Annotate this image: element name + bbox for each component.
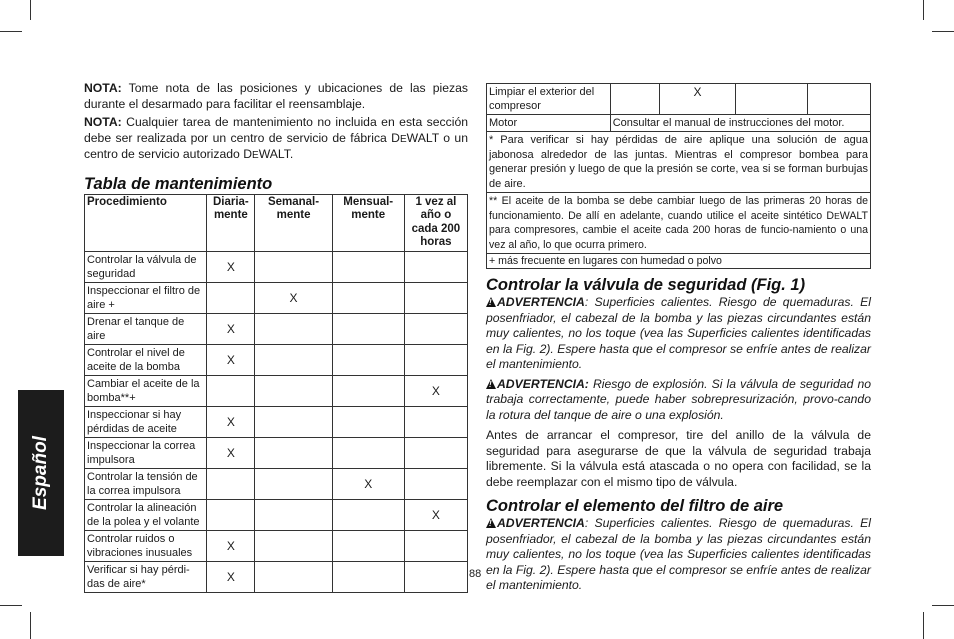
page-number: 88 <box>469 568 482 580</box>
table-cell-empty <box>332 530 404 561</box>
table-cell-empty <box>332 499 404 530</box>
table-header-row <box>85 194 468 251</box>
warning-label: ADVERTENCIA <box>497 516 585 530</box>
table-cell-empty <box>255 251 332 282</box>
table-cell-mark: X <box>207 406 255 437</box>
table-cell-empty <box>404 437 467 468</box>
table-cell-empty <box>255 530 332 561</box>
footnote-humidity: + más frecuente en lugares con humedad o polvo <box>487 254 871 269</box>
warning-hot-surfaces <box>486 295 871 373</box>
note-text: Tome nota de las posiciones y ubicaciones de las piezas durante el desarmado para facilitar el reensamblaje. <box>84 81 468 111</box>
table-cell-procedure: Inspeccionar si hay pérdidas de aceite <box>85 406 207 437</box>
warning-label: ADVERTENCIA: <box>497 376 589 391</box>
warning-icon <box>486 297 496 307</box>
table-cell-procedure: Limpiar el exterior del compresor <box>487 84 611 115</box>
table-row <box>85 282 468 313</box>
table-cell-empty <box>207 468 255 499</box>
table-cell-empty <box>255 468 332 499</box>
note-label: NOTA: <box>84 115 122 129</box>
table-row <box>85 375 468 406</box>
table-cell-mark: X <box>207 437 255 468</box>
crop-mark <box>0 31 22 32</box>
table-cell-mark: X <box>207 313 255 344</box>
table-cell-procedure: Inspeccionar el filtro de aire + <box>85 282 207 313</box>
table-cell-procedure: Controlar ruidos o vibraciones inusuales <box>85 530 207 561</box>
table-cell-mark: X <box>332 468 404 499</box>
warning-icon <box>486 518 496 528</box>
warning-explosion <box>486 377 871 424</box>
table-row <box>85 344 468 375</box>
table-header-cell: Procedimiento <box>85 194 207 251</box>
table-cell-empty <box>404 344 467 375</box>
table-cell-motor-note: Consultar el manual de instrucciones del motor. <box>610 115 870 132</box>
table-cell-mark: X <box>404 375 467 406</box>
table-cell-empty <box>255 313 332 344</box>
warning-text: Riesgo de explosión. Si la válvula de seguridad no trabaja correctamente, puede haber sobrepresurización, provo-cando la rotura del tanque de aire o una explosión. <box>486 376 871 422</box>
table-cell-procedure: Cambiar el aceite de la bomba**+ <box>85 375 207 406</box>
table-cell-procedure: Inspeccionar la correa impulsora <box>85 437 207 468</box>
table-cell-empty <box>404 530 467 561</box>
crop-mark <box>0 605 22 606</box>
table-row <box>85 437 468 468</box>
footnote-text-part: WALT para compresores, cambie el aceite cada 200 horas de funcio-namiento o una vez al año, lo que ocurra primero. <box>489 209 868 251</box>
table-cell-mark: X <box>207 561 255 592</box>
warning-text: : Superficies calientes. Riesgo de quemaduras. El posenfriador, el cabezal de la bomba y las piezas circundantes están muy calientes, no los toque (vea las Superficies calientes identificadas en la Fig. 2). Espere hasta que el compresor se enfríe antes de realizar el mantenimiento. <box>486 295 871 371</box>
table-cell-procedure: Drenar el tanque de aire <box>85 313 207 344</box>
crop-mark <box>932 605 954 606</box>
table-row <box>85 530 468 561</box>
table-cell-empty <box>404 251 467 282</box>
table-cell-mark: X <box>255 282 332 313</box>
table-cell-empty <box>255 406 332 437</box>
footnote-leak <box>487 132 871 193</box>
footnote-text-small: E <box>834 210 840 221</box>
crop-mark <box>932 31 954 32</box>
note-text: Cualquier tarea de mantenimiento no incluida en esta sección debe ser realizada por un centro de servicio de fábrica D <box>84 115 468 145</box>
language-tab <box>18 390 64 556</box>
warning-label: ADVERTENCIA <box>497 295 585 309</box>
note-2 <box>84 115 468 164</box>
table-cell-procedure: Controlar la tensión de la correa impulsora <box>85 468 207 499</box>
table-cell-empty <box>207 375 255 406</box>
left-column <box>84 81 468 593</box>
note-label: NOTA: <box>84 81 122 95</box>
table-cell-mark: X <box>659 84 736 115</box>
table-cell-empty <box>404 468 467 499</box>
table-cell-mark: X <box>207 344 255 375</box>
warning-icon <box>486 379 496 389</box>
note-text: WALT o un centro de servicio autorizado D <box>84 130 468 161</box>
table-header-cell: Semanal- mente <box>255 194 332 251</box>
table-cell-empty <box>207 499 255 530</box>
section-title-safety-valve: Controlar la válvula de seguridad (Fig. 1) <box>486 276 806 294</box>
table-cell-empty <box>332 561 404 592</box>
crop-mark <box>923 0 924 20</box>
table-footnote-row <box>487 132 871 193</box>
crop-mark <box>923 612 924 639</box>
table-footnote-row <box>487 193 871 254</box>
table-footnote-row <box>487 254 871 269</box>
table-cell-empty <box>332 375 404 406</box>
table-cell-procedure: Motor <box>487 115 611 132</box>
table-cell-procedure: Controlar la alineación de la polea y el volante <box>85 499 207 530</box>
table-cell-procedure: Controlar la válvula de seguridad <box>85 251 207 282</box>
table-cell-empty <box>404 406 467 437</box>
section-title-air-filter: Controlar el elemento del filtro de aire <box>486 497 784 515</box>
table-cell-procedure: Controlar el nivel de aceite de la bomba <box>85 344 207 375</box>
footnote-oil <box>487 193 871 254</box>
table-cell-empty <box>255 437 332 468</box>
table-cell-empty <box>332 344 404 375</box>
table-cell-empty <box>255 561 332 592</box>
crop-mark <box>30 0 31 20</box>
table-row <box>85 468 468 499</box>
table-header-cell: Mensual- mente <box>332 194 404 251</box>
table-row <box>487 84 871 115</box>
footnote-text: * Para verificar si hay pérdidas de aire aplique una solución de agua jabonosa alrededor de las juntas. Mientras el compresor bombea para generar presión y luego de que la presión se corte, vea si se forman burbujas de aire. <box>489 134 868 190</box>
note-1 <box>84 81 468 112</box>
table-cell-empty <box>332 437 404 468</box>
table-cell-mark: X <box>207 530 255 561</box>
table-row <box>85 561 468 592</box>
table-row <box>85 251 468 282</box>
table-cell-empty <box>404 561 467 592</box>
table-cell-mark: X <box>207 251 255 282</box>
table-header-cell: 1 vez al año o cada 200 horas <box>404 194 467 251</box>
footnote-text-part: ** El aceite de la bomba se debe cambiar luego de las primeras 20 horas de funcionamiento. De allí en adelante, cuando utilice el aceite sintético D <box>489 195 868 222</box>
maintenance-table-continued <box>486 83 871 269</box>
right-column <box>486 83 871 594</box>
crop-mark <box>30 612 31 639</box>
warning-text: : Superficies calientes. Riesgo de quemaduras. El posenfriador, el cabezal de la bomba y las piezas circundantes están muy calientes, no los toque (vea las Superficies calientes identificadas en la Fig. 2). Espere hasta que el compresor se enfríe antes de realizar el mantenimiento. <box>486 516 871 592</box>
table-body <box>85 251 468 592</box>
footnote-text <box>489 194 868 252</box>
table-cell-empty <box>207 282 255 313</box>
warning-hot-surfaces-2 <box>486 516 871 594</box>
table-row <box>487 115 871 132</box>
table-header-cell: Diaria- mente <box>207 194 255 251</box>
table-row <box>85 406 468 437</box>
table-cell-empty <box>255 499 332 530</box>
table-cell-procedure: Verificar si hay pérdi-das de aire* <box>85 561 207 592</box>
table-cell-empty <box>332 406 404 437</box>
table-cell-empty <box>332 282 404 313</box>
table-cell-mark: X <box>404 499 467 530</box>
table-cell-empty <box>332 313 404 344</box>
safety-valve-body: Antes de arrancar el compresor, tire del anillo de la válvula de seguridad para asegurarse de que la válvula de seguridad trabaja libremente. Si la válvula está atascada o no opera con facilidad, se la debe reemplazar con el mismo tipo de válvula. <box>486 428 871 489</box>
table-cell-empty <box>255 344 332 375</box>
table-row <box>85 313 468 344</box>
table-cell-empty <box>404 282 467 313</box>
maintenance-table <box>84 194 468 593</box>
table-cell-empty <box>404 313 467 344</box>
table-cell-empty <box>255 375 332 406</box>
table-cell-empty <box>332 251 404 282</box>
table-row <box>85 499 468 530</box>
maintenance-title: Tabla de mantenimiento <box>84 174 273 193</box>
note-text-small: E <box>399 133 407 145</box>
note-text-small: E <box>252 150 259 161</box>
language-tab-label: Español <box>30 436 51 510</box>
note-text: WALT. <box>258 147 294 161</box>
